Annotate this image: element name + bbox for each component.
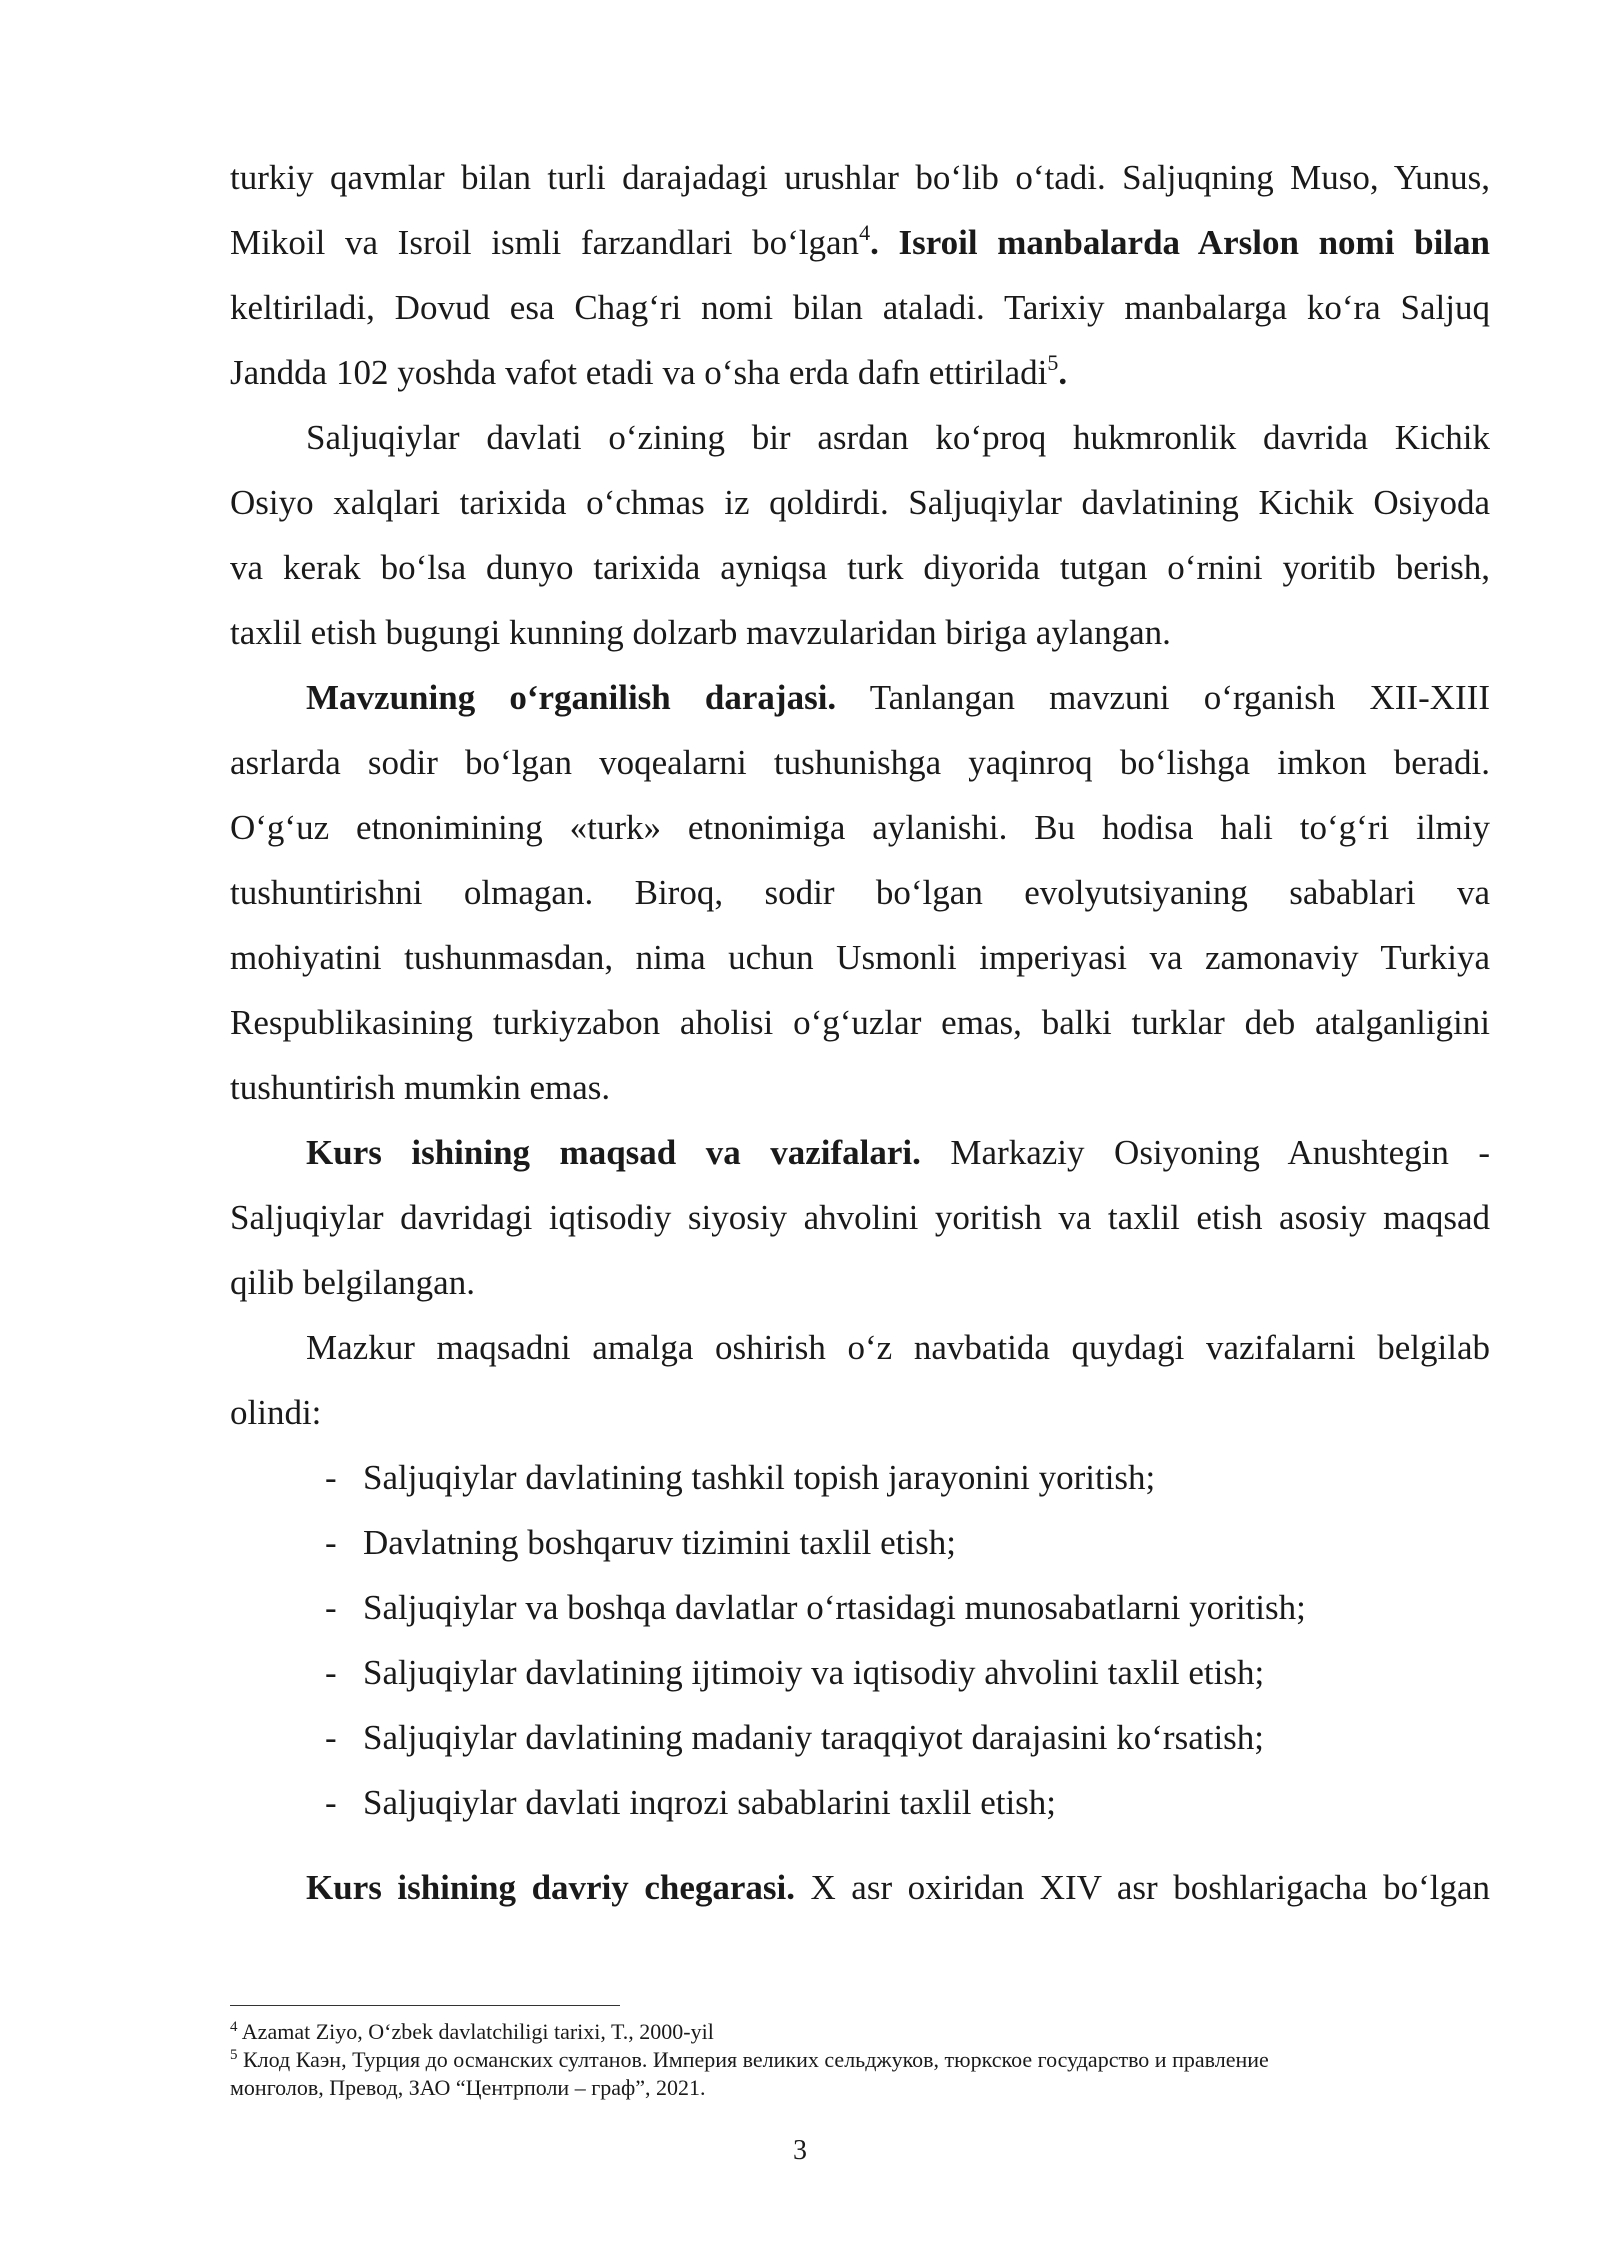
list-dash: - — [325, 1458, 337, 1497]
text-line: Kurs ishining maqsad va vazifalari. Markaziy Osiyoning Anushtegin - — [306, 1133, 1490, 1172]
text-line: Saljuqiylar davridagi iqtisodiy siyosiy ahvolini yoritish va taxlil etish asosiy maqsad — [230, 1198, 1490, 1237]
text-line: O‘g‘uz etnonimining «turk» etnonimiga aylanishi. Bu hodisa hali to‘g‘ri ilmiy — [230, 808, 1490, 847]
text-line: Saljuqiylar davlati o‘zining bir asrdan ko‘proq hukmronlik davrida Kichik — [306, 418, 1490, 457]
text-line: asrlarda sodir bo‘lgan voqealarni tushunishga yaqinroq bo‘lishga imkon beradi. — [230, 743, 1490, 782]
text-line: qilib belgilangan. — [230, 1263, 475, 1302]
list-item: - Saljuqiylar davlatining madaniy taraqqiyot darajasini ko‘rsatish; — [230, 1705, 1490, 1770]
footnote-continuation: монголов, Превод, ЗАО “Центрполи – граф”, 2021. — [230, 2075, 706, 2100]
list-item: - Saljuqiylar davlati inqrozi sabablarini taxlil etish; — [230, 1770, 1490, 1835]
section-heading: Kurs ishining maqsad va vazifalari. — [306, 1133, 921, 1172]
text-line: Mavzuning o‘rganilish darajasi. Tanlangan mavzuni o‘rganish XII-XIII — [306, 678, 1490, 717]
section-heading: Kurs ishining davriy chegarasi. — [306, 1868, 795, 1907]
list-dash: - — [325, 1523, 337, 1562]
text-line: va kerak bo‘lsa dunyo tarixida ayniqsa turk diyorida tutgan o‘rnini yoritib berish, — [230, 548, 1490, 587]
text-line: Kurs ishining davriy chegarasi. X asr oxiridan XIV asr boshlarigacha bo‘lgan — [306, 1868, 1491, 1907]
footnote-separator — [230, 2005, 620, 2006]
text-line: keltiriladi, Dovud esa Chag‘ri nomi bilan ataladi. Tarixiy manbalarga ko‘ra Saljuq — [230, 288, 1490, 327]
footnote-ref[interactable]: 4 — [859, 220, 871, 245]
section-heading: Mavzuning o‘rganilish darajasi. — [306, 678, 837, 717]
text-line: olindi: — [230, 1393, 322, 1432]
list-item: - Saljuqiylar davlatining tashkil topish jarayonini yoritish; — [230, 1445, 1490, 1510]
body-text — [230, 145, 1490, 1920]
list-dash: - — [325, 1718, 337, 1757]
list-item: - Saljuqiylar va boshqa davlatlar o‘rtasidagi munosabatlarni yoritish; — [230, 1575, 1490, 1640]
text-line: turkiy qavmlar bilan turli darajadagi urushlar bo‘lib o‘tadi. Saljuqning Muso, Yunus, — [230, 158, 1490, 197]
footnote-ref[interactable]: 5 — [1047, 350, 1059, 375]
text-line: Respublikasining turkiyzabon aholisi o‘g‘uzlar emas, balki turklar deb atalganligini — [230, 1003, 1490, 1042]
list-dash: - — [325, 1783, 337, 1822]
list-dash: - — [325, 1653, 337, 1692]
text-line: mohiyatini tushunmasdan, nima uchun Usmonli imperiyasi va zamonaviy Turkiya — [230, 938, 1490, 977]
footnotes — [230, 2018, 1490, 2102]
text-line: Mikoil va Isroil ismli farzandlari bo‘lgan$^4$. Isroil manbalarda Arslon nomi bilan — [230, 220, 1490, 262]
page-number: 3 — [793, 2135, 807, 2166]
text-line: Mazkur maqsadni amalga oshirish o‘z navbatida quydagi vazifalarni belgilab — [306, 1328, 1490, 1367]
text-line: tushuntirishni olmagan. Biroq, sodir bo‘lgan evolyutsiyaning sabablari va — [230, 873, 1490, 912]
text-line: tushuntirish mumkin emas. — [230, 1068, 611, 1107]
text-line: taxlil etish bugungi kunning dolzarb mavzularidan biriga aylangan. — [230, 613, 1171, 652]
footnote: $^4$ Azamat Ziyo, O‘zbek davlatchiligi tarixi, T., 2000-yil — [230, 2019, 714, 2044]
footnote: $^5$ Клод Каэн, Турция до османских султанов. Империя великих сельджуков, тюркское государство и правление — [230, 2047, 1269, 2072]
text-line: Osiyo xalqlari tarixida o‘chmas iz qoldirdi. Saljuqiylar davlatining Kichik Osiyoda — [230, 483, 1490, 522]
list-item: - Saljuqiylar davlatining ijtimoiy va iqtisodiy ahvolini taxlil etish; — [230, 1640, 1490, 1705]
text-line: Jandda 102 yoshda vafot etadi va o‘sha erda dafn ettiriladi$^5$. — [230, 350, 1068, 392]
list-dash: - — [325, 1588, 337, 1627]
list-item: - Davlatning boshqaruv tizimini taxlil etish; — [230, 1510, 1490, 1575]
